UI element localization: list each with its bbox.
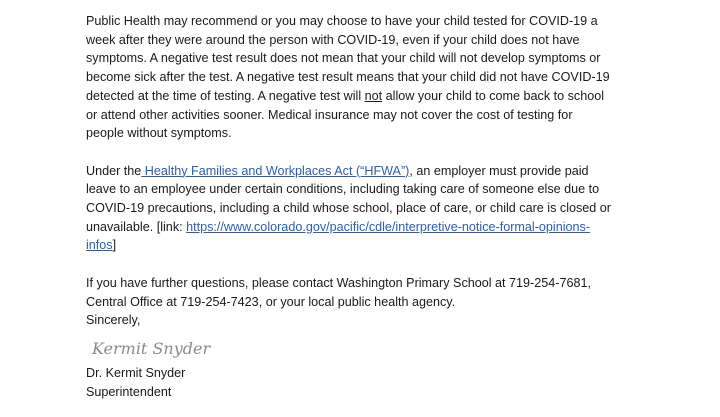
text-segment: ] bbox=[112, 238, 117, 253]
emphasized-not: not bbox=[364, 88, 383, 103]
text-line: COVID-19 precautions, including a child whose school, place of care, or child care is closed or bbox=[86, 201, 612, 216]
signatory-block bbox=[86, 364, 185, 401]
text-line: If you have further questions, please contact Washington Primary School at 719-254-7681, bbox=[86, 275, 591, 290]
text-segment: allow your child to come back to school bbox=[382, 88, 605, 103]
hfwa-paragraph bbox=[86, 162, 646, 256]
closing-salutation: Sincerely, bbox=[86, 313, 141, 327]
text-line: become sick after the test. A negative test result means that your child did not have COVID-19 bbox=[86, 70, 610, 85]
cdle-url-link-continued[interactable]: infos bbox=[86, 238, 113, 253]
covid-testing-paragraph bbox=[86, 12, 646, 143]
cdle-url-link[interactable]: https://www.colorado.gov/pacific/cdle/interpretive-notice-formal-opinions- bbox=[186, 219, 591, 234]
text-line: people without symptoms. bbox=[86, 126, 232, 141]
text-segment: detected at the time of testing. A negative test will bbox=[86, 88, 365, 103]
text-line bbox=[86, 236, 646, 255]
text-line: leave to an employee under certain conditions, including taking care of someone else due to bbox=[86, 182, 600, 197]
signatory-title: Superintendent bbox=[86, 384, 172, 399]
hfwa-link[interactable]: Healthy Families and Workplaces Act (“HFWA”) bbox=[141, 163, 410, 178]
text-segment: unavailable. [link: bbox=[86, 219, 187, 234]
text-line: week after they were around the person with COVID-19, even if your child does not have bbox=[86, 32, 580, 47]
letter-body bbox=[86, 12, 646, 330]
signature-image bbox=[90, 334, 220, 364]
contact-paragraph bbox=[86, 274, 646, 311]
text-line bbox=[86, 87, 646, 106]
text-line: or attend other activities sooner. Medical insurance may not cover the cost of testing for bbox=[86, 107, 573, 122]
text-segment: , an employer must provide paid bbox=[409, 163, 589, 178]
signatory-name: Dr. Kermit Snyder bbox=[86, 366, 186, 380]
text-line: Central Office at 719-254-7423, or your local public health agency. bbox=[86, 294, 456, 309]
text-line: Public Health may recommend or you may choose to have your child tested for COVID-19 a bbox=[86, 14, 598, 28]
text-line: symptoms. A negative test result does not mean that your child will not develop symptoms or bbox=[86, 51, 601, 66]
signature-text: Kermit Snyder bbox=[92, 339, 211, 358]
text-line bbox=[86, 162, 646, 181]
text-segment: Under the bbox=[86, 163, 142, 178]
text-line bbox=[86, 218, 646, 237]
